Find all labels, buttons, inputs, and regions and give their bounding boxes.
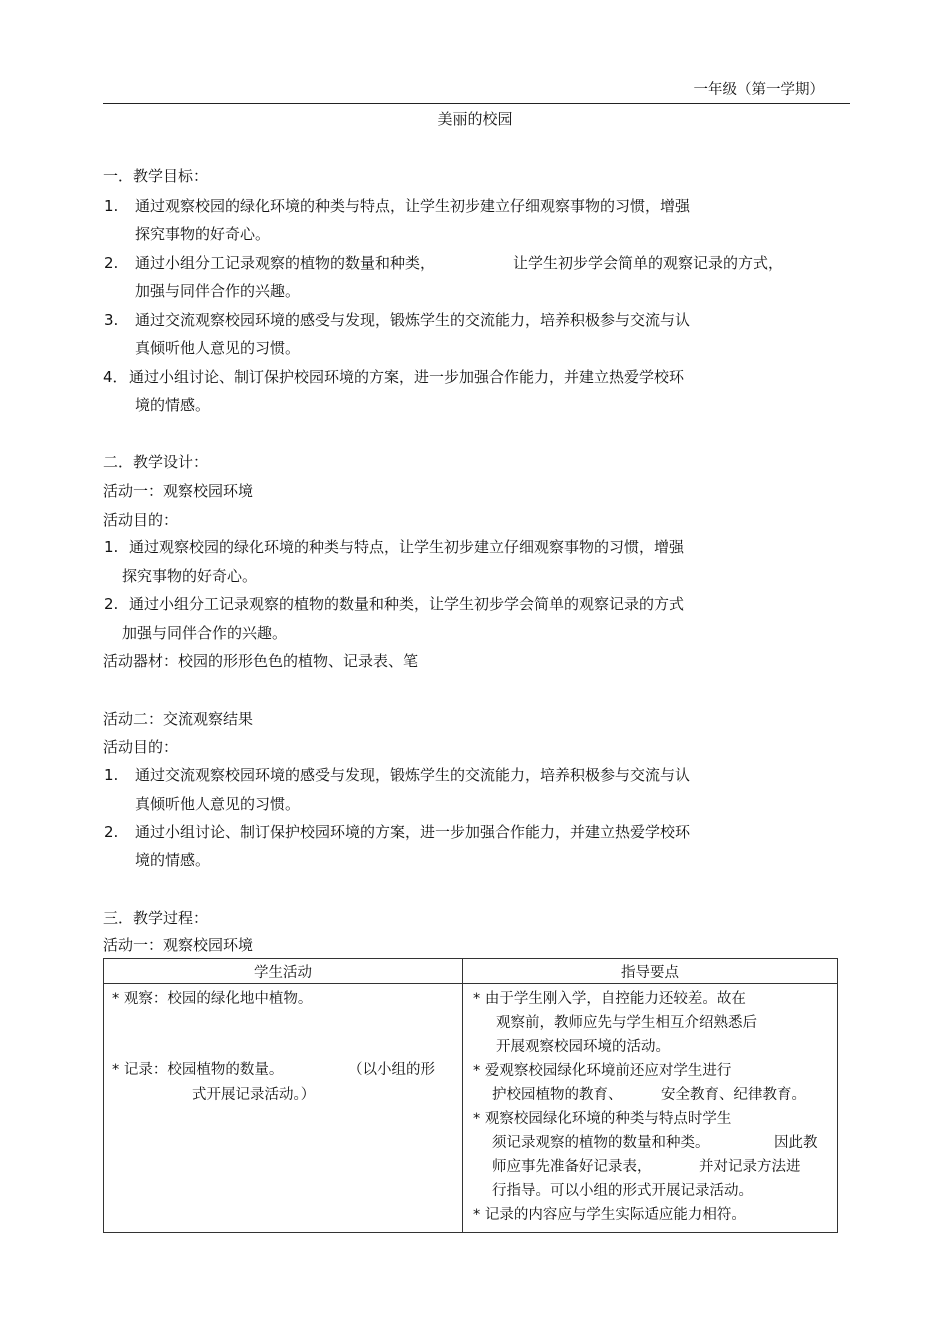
- act1-item-1-num: 1.: [104, 538, 119, 556]
- goal-3-line1: 通过交流观察校园环境的感受与发现，锻炼学生的交流能力，培养积极参与交流与认: [135, 311, 691, 329]
- student-activity-line: （以小组的形: [348, 1062, 435, 1078]
- activity1-materials: 活动器材：校园的形形色色的植物、记录表、笔: [103, 652, 419, 670]
- goal-2-num: 2.: [104, 254, 119, 272]
- act1-item-2-line2: 加强与同伴合作的兴趣。: [122, 624, 288, 642]
- grade-header: 一年级（第一学期）: [693, 82, 824, 98]
- activity1-title: 活动一：观察校园环境: [103, 482, 254, 500]
- guidance-line: 观察前，教师应先与学生相互介绍熟悉后: [496, 1015, 757, 1031]
- section3-activity1-title: 活动一：观察校园环境: [103, 936, 254, 954]
- goal-4-num: 4．: [103, 368, 128, 386]
- guidance-line: * 记录的内容应与学生实际适应能力相符。: [473, 1207, 746, 1223]
- guidance-line: * 爱观察校园绿化环境前还应对学生进行: [473, 1063, 732, 1079]
- student-activity-cell: [104, 984, 463, 1233]
- goal-1-line2: 探究事物的好奇心。: [135, 225, 271, 243]
- section3-heading: 三．教学过程：: [103, 909, 209, 927]
- goal-2-line1a: 通过小组分工记录观察的植物的数量和种类，: [135, 254, 436, 272]
- goal-3-num: 3.: [104, 311, 119, 329]
- goal-1-line1: 通过观察校园的绿化环境的种类与特点，让学生初步建立仔细观察事物的习惯，增强: [135, 197, 691, 215]
- process-table: [103, 958, 838, 1233]
- guidance-line: 开展观察校园环境的活动。: [496, 1039, 670, 1055]
- act2-item-2-line2: 境的情感。: [135, 851, 211, 869]
- goal-3-line2: 真倾听他人意见的习惯。: [135, 339, 301, 357]
- goal-2-line2: 加强与同伴合作的兴趣。: [135, 282, 301, 300]
- table-header-student-activity: 学生活动: [104, 959, 463, 984]
- goal-2-line1b: 让学生初步学会简单的观察记录的方式，: [513, 254, 784, 272]
- guidance-line: 因此教: [774, 1135, 818, 1151]
- guidance-points-cell: [463, 984, 838, 1233]
- section2-heading: 二．教学设计：: [103, 453, 209, 471]
- act2-item-1-line2: 真倾听他人意见的习惯。: [135, 795, 301, 813]
- act2-item-2-line1: 通过小组讨论、制订保护校园环境的方案，进一步加强合作能力，并建立热爱学校环: [135, 823, 691, 841]
- goal-4-line2: 境的情感。: [135, 396, 211, 414]
- act2-item-2-num: 2.: [104, 823, 119, 841]
- goal-4-line1: 通过小组讨论、制订保护校园环境的方案，进一步加强合作能力，并建立热爱学校环: [129, 368, 685, 386]
- student-activity-line: * 观察：校园的绿化地中植物。: [112, 991, 313, 1007]
- act1-item-1-line2: 探究事物的好奇心。: [122, 567, 258, 585]
- table-header-guidance-points: 指导要点: [463, 959, 838, 984]
- activity2-purpose-label: 活动目的：: [103, 738, 179, 756]
- guidance-line: 行指导。可以小组的形式开展记录活动。: [492, 1183, 753, 1199]
- act1-item-1-line1: 通过观察校园的绿化环境的种类与特点，让学生初步建立仔细观察事物的习惯，增强: [129, 538, 685, 556]
- act1-item-2-num: 2.: [104, 595, 119, 613]
- student-activity-line: * 记录：校园植物的数量。: [112, 1062, 284, 1078]
- guidance-line: 师应事先准备好记录表，: [492, 1159, 652, 1175]
- header-rule: [103, 103, 850, 104]
- activity1-purpose-label: 活动目的：: [103, 511, 179, 529]
- student-activity-line: 式开展记录活动。）: [192, 1087, 316, 1103]
- guidance-line: 须记录观察的植物的数量和种类。: [492, 1135, 710, 1151]
- activity2-title: 活动二：交流观察结果: [103, 710, 254, 728]
- page-title: 美丽的校园: [437, 110, 513, 128]
- guidance-line: 护校园植物的教育、: [492, 1087, 623, 1103]
- guidance-line: * 由于学生刚入学，自控能力还较差。故在: [473, 991, 746, 1007]
- act2-item-1-num: 1.: [104, 766, 119, 784]
- act1-item-2-line1: 通过小组分工记录观察的植物的数量和种类，让学生初步学会简单的观察记录的方式: [129, 595, 685, 613]
- guidance-line: * 观察校园绿化环境的种类与特点时学生: [473, 1111, 732, 1127]
- guidance-line: 安全教育、纪律教育。: [661, 1087, 806, 1103]
- goal-1-num: 1.: [104, 197, 119, 215]
- act2-item-1-line1: 通过交流观察校园环境的感受与发现，锻炼学生的交流能力，培养积极参与交流与认: [135, 766, 691, 784]
- guidance-line: 并对记录方法进: [699, 1159, 801, 1175]
- section1-heading: 一．教学目标：: [103, 167, 209, 185]
